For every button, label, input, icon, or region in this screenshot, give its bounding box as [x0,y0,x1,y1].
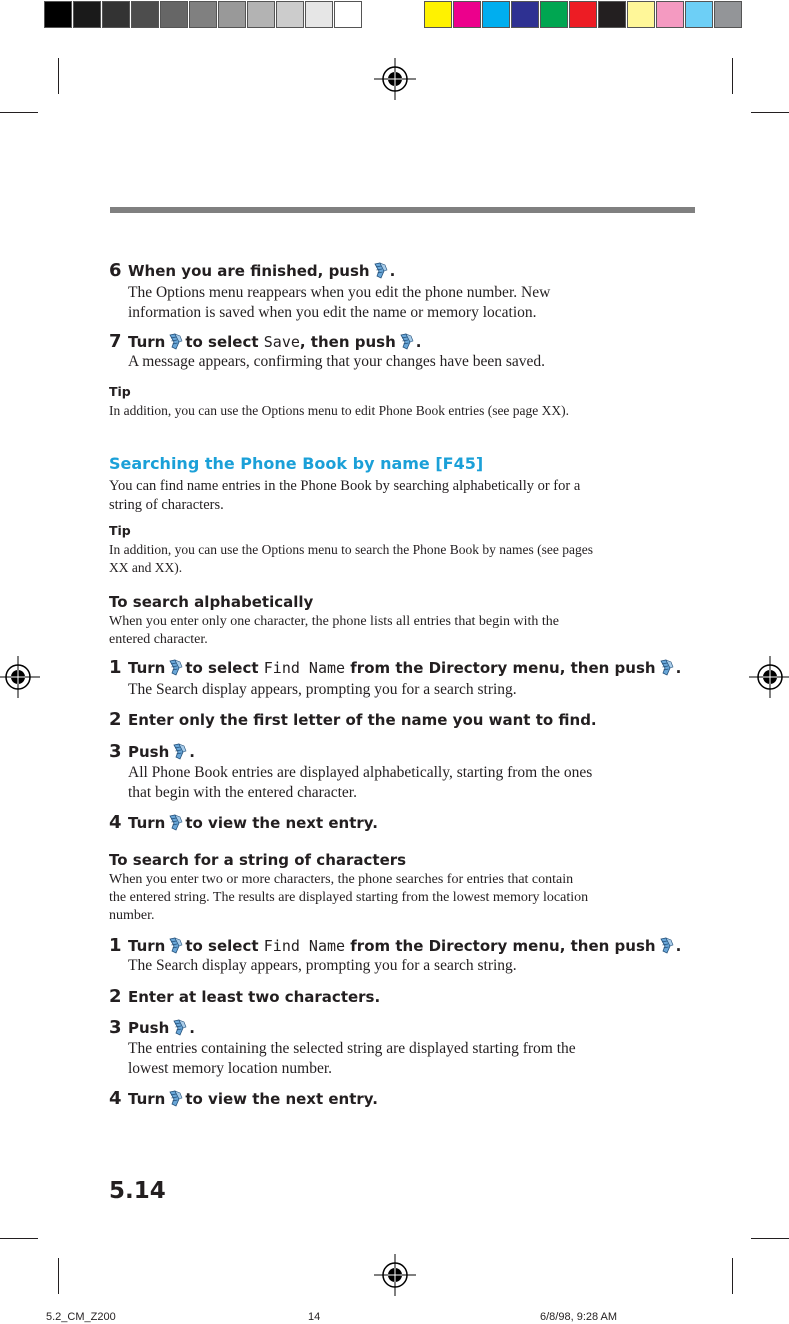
step-number: 4 [109,1088,122,1109]
jog-dial-icon [171,743,187,760]
section-intro: You can find name entries in the Phone Book by searching alphabetically or for a string of characters. [109,478,581,513]
color-swatch [656,1,684,28]
menu-option-label: Find Name [263,659,346,677]
registration-mark-icon [0,656,40,698]
jog-dial-icon [398,333,414,350]
tip-text: In addition, you can use the Options menu to search the Phone Book by names (see pages XX and XX). [109,542,594,575]
alpha-step-3: 3 Push . [109,741,195,762]
menu-option-label: Save [263,333,300,351]
color-swatch [598,1,626,28]
tip-label: Tip [109,384,131,399]
header-rule [110,207,695,213]
footer-page: 14 [308,1311,321,1323]
step-number: 7 [109,331,122,352]
color-swatch [131,1,159,28]
color-swatch [453,1,481,28]
footer-date: 6/8/98, 9:28 AM [540,1311,618,1323]
jog-dial-icon [372,262,388,279]
crop-mark [732,58,733,94]
string-step-4: 4 Turn to view the next entry. [109,1088,378,1109]
jog-dial-icon [658,937,674,954]
alpha-step-3-body: All Phone Book entries are displayed alphabetically, starting from the ones that begin with the entered character. [128,764,593,801]
step-number: 1 [109,657,122,678]
string-step-1: 1 Turn to select Find Name from the Directory menu, then push . [109,935,682,956]
color-swatch [685,1,713,28]
color-swatch [189,1,217,28]
color-swatch [305,1,333,28]
color-swatch [73,1,101,28]
registration-mark-icon [374,58,416,100]
subsection-heading: To search alphabetically [109,593,314,611]
jog-dial-icon [658,659,674,676]
jog-dial-icon [171,1019,187,1036]
step-7-body: A message appears, confirming that your changes have been saved. [128,353,546,370]
subsection-heading: To search for a string of characters [109,851,407,869]
alpha-step-2: 2 Enter only the first letter of the name you want to find. [109,709,597,730]
jog-dial-icon [167,814,183,831]
crop-mark [732,1258,733,1294]
string-step-1-body: The Search display appears, prompting you for a search string. [128,957,517,974]
alpha-step-1-body: The Search display appears, prompting you for a search string. [128,681,517,698]
color-swatch [540,1,568,28]
step-7: 7 Turn to select Save, then push . [109,331,422,352]
step-number: 1 [109,935,122,956]
color-swatch [627,1,655,28]
color-swatch [102,1,130,28]
crop-mark [0,1238,38,1239]
crop-mark [751,112,789,113]
registration-mark-icon [749,656,789,698]
crop-mark [58,58,59,94]
footer-filename: 5.2_CM_Z200 [46,1311,116,1323]
string-step-2: 2 Enter at least two characters. [109,986,381,1007]
color-swatch [511,1,539,28]
jog-dial-icon [167,659,183,676]
color-swatch [160,1,188,28]
crop-mark [751,1238,789,1239]
step-number: 3 [109,1017,122,1038]
color-swatch [247,1,275,28]
color-swatch [424,1,452,28]
tip-label: Tip [109,523,131,538]
color-swatch [334,1,362,28]
color-swatch [218,1,246,28]
crop-mark [58,1258,59,1294]
alpha-step-1: 1 Turn to select Find Name from the Directory menu, then push . [109,657,682,678]
color-swatch [714,1,742,28]
step-number: 2 [109,986,122,1007]
tip-text: In addition, you can use the Options menu to edit Phone Book entries (see page XX). [109,403,570,418]
step-6: 6 When you are finished, push . [109,260,396,281]
menu-option-label: Find Name [263,937,346,955]
crop-mark [0,112,38,113]
color-swatch [276,1,304,28]
subsection-intro: When you enter two or more characters, the phone searches for entries that contain the entered string. The results are displayed starting from the lowest memory location number. [109,872,589,923]
string-step-3-body: The entries containing the selected string are displayed starting from the lowest memory location number. [128,1040,576,1077]
alpha-step-4: 4 Turn to view the next entry. [109,812,378,833]
color-swatch [569,1,597,28]
step-6-body: The Options menu reappears when you edit the phone number. New information is saved when you edit the name or memory location. [128,284,551,321]
page-number: 5.14 [109,1178,166,1204]
color-swatch [482,1,510,28]
registration-mark-icon [374,1254,416,1296]
string-step-3: 3 Push . [109,1017,195,1038]
jog-dial-icon [167,333,183,350]
section-heading: Searching the Phone Book by name [F45] [109,454,484,473]
color-swatch [44,1,72,28]
step-number: 4 [109,812,122,833]
jog-dial-icon [167,937,183,954]
step-number: 3 [109,741,122,762]
step-number: 2 [109,709,122,730]
step-number: 6 [109,260,122,281]
jog-dial-icon [167,1090,183,1107]
subsection-intro: When you enter only one character, the phone lists all entries that begin with the entered character. [109,614,560,647]
